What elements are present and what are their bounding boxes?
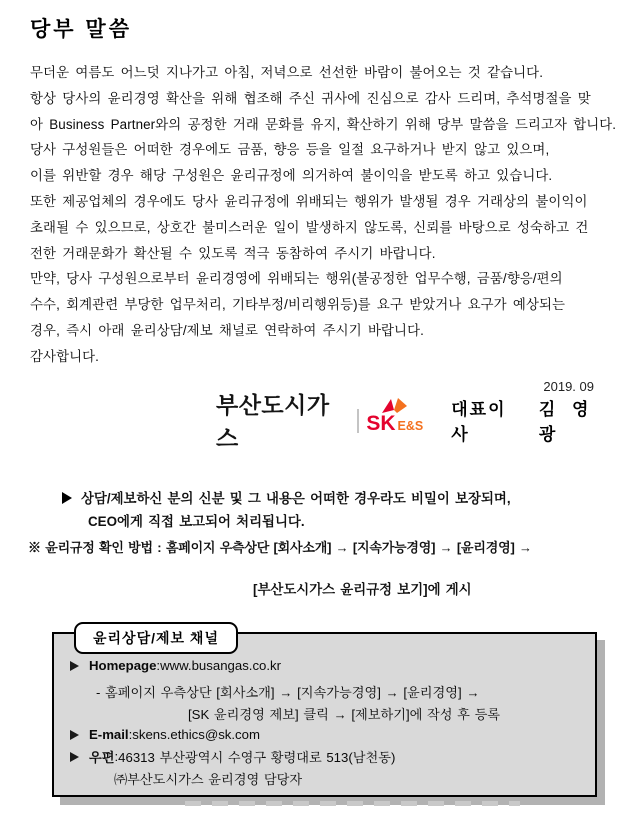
ceo-title: 대표이사 bbox=[451, 400, 507, 444]
body-line: 무더운 여름도 어느덧 지나가고 아침, 저녁으로 선선한 바람이 불어오는 것 같습니다. bbox=[30, 65, 544, 80]
body-line: 이를 위반할 경우 해당 구성원은 윤리규정에 의거하여 불이익을 받도록 하고 있습니다. bbox=[30, 168, 553, 184]
body-line: 당사 구성원들은 어떠한 경우에도 금품, 향응 등을 일절 요구하거나 받지 않고 있으며, bbox=[30, 142, 550, 158]
body-line: 항상 당사의 윤리경영 확산을 위해 협조해 주신 귀사에 진심으로 감사 드리며, 추석명절을 맞 bbox=[30, 90, 591, 106]
homepage-label: Homepage bbox=[89, 658, 157, 673]
company-logo-text: 부산도시가스 bbox=[216, 392, 330, 451]
es-logo-text: E&S bbox=[397, 419, 424, 433]
separator: : bbox=[156, 658, 161, 673]
ethics-rule-path-line: ※ 윤리규정 확인 방법 : 홈페이지 우측상단 [회사소개] → [지속가능경영] → [윤리경영] → bbox=[28, 540, 532, 555]
homepage-note-line1: - 홈페이지 우측상단 [회사소개] → [지속가능경영] → [윤리경영] → bbox=[96, 685, 480, 700]
body-line: 아 Business Partner와의 공정한 거래 문화를 유지, 확산하기 위해 당부 말씀을 드리고자 합니다. bbox=[30, 116, 617, 132]
confidentiality-notice-line2: CEO에게 직접 보고되어 처리됩니다. bbox=[88, 514, 305, 529]
body-line: 또한 제공업체의 경우에도 당사 윤리규정에 위배되는 행위가 발생될 경우 거래상의 불이익이 bbox=[30, 193, 588, 209]
postal-address: 46313 부산광역시 수영구 황령대로 513(남천동) bbox=[118, 750, 396, 765]
ceo-name: 김 영 광 bbox=[538, 400, 595, 444]
letter-body bbox=[30, 60, 617, 370]
email-label: E-mail bbox=[89, 727, 129, 742]
signature-block bbox=[216, 392, 625, 451]
page-title: 당부 말씀 bbox=[30, 18, 132, 41]
body-line: 전한 거래문화가 확산될 수 있도록 적극 동참하여 주시기 바랍니다. bbox=[30, 245, 436, 261]
channel-box-tab: 윤리상담/제보 채널 bbox=[74, 622, 238, 654]
clipped-text-fragments bbox=[185, 801, 520, 806]
confidentiality-notice-line1 bbox=[62, 488, 511, 507]
body-line: 초래될 수 있으므로, 상호간 불미스러운 일이 발생하지 않도록, 신뢰를 바탕으로 성숙하고 건 bbox=[30, 219, 589, 235]
email-address: skens.ethics@sk.com bbox=[132, 727, 260, 742]
body-line: 수수, 회계관련 부당한 업무처리, 기타부정/비리행위등)를 요구 받았거나 요구가 예상되는 bbox=[30, 297, 566, 313]
sk-logo-text: SK bbox=[366, 412, 396, 435]
homepage-row bbox=[70, 658, 281, 673]
sk-es-logo bbox=[366, 406, 423, 434]
notice-text: 상담/제보하신 분의 신분 및 그 내용은 어떠한 경우라도 비밀이 보장되며, bbox=[81, 491, 511, 506]
body-line: 감사합니다. bbox=[30, 348, 99, 364]
homepage-note-line2: [SK 윤리경영 제보] 클릭 → [제보하기]에 작성 후 등록 bbox=[188, 707, 501, 722]
separator: : bbox=[128, 727, 133, 742]
arrowhead-bullet-icon bbox=[70, 730, 79, 740]
ethics-rule-path-line2: [부산도시가스 윤리규정 보기]에 게시 bbox=[253, 582, 472, 597]
homepage-url: www.busangas.co.kr bbox=[160, 658, 282, 673]
body-line: 경우, 즉시 아래 윤리상담/제보 채널로 연락하여 주시기 바랍니다. bbox=[30, 322, 424, 338]
sk-butterfly-icon bbox=[379, 397, 409, 422]
postal-recipient: ㈜부산도시가스 윤리경영 담당자 bbox=[114, 772, 303, 787]
ethics-report-channel-box bbox=[52, 632, 597, 797]
arrowhead-bullet-icon bbox=[70, 752, 79, 762]
separator: : bbox=[114, 749, 119, 764]
body-line: 만약, 당사 구성원으로부터 윤리경영에 위배되는 행위(불공정한 업무수행, 금품/향응/편의 bbox=[30, 271, 563, 287]
email-row bbox=[70, 727, 260, 742]
postal-label: 우편 bbox=[89, 750, 115, 765]
date: 2019. 09 bbox=[543, 379, 594, 394]
solid-right-triangle-icon bbox=[62, 492, 72, 504]
postal-row bbox=[70, 747, 395, 766]
logo-divider bbox=[357, 409, 359, 433]
arrowhead-bullet-icon bbox=[70, 661, 79, 671]
